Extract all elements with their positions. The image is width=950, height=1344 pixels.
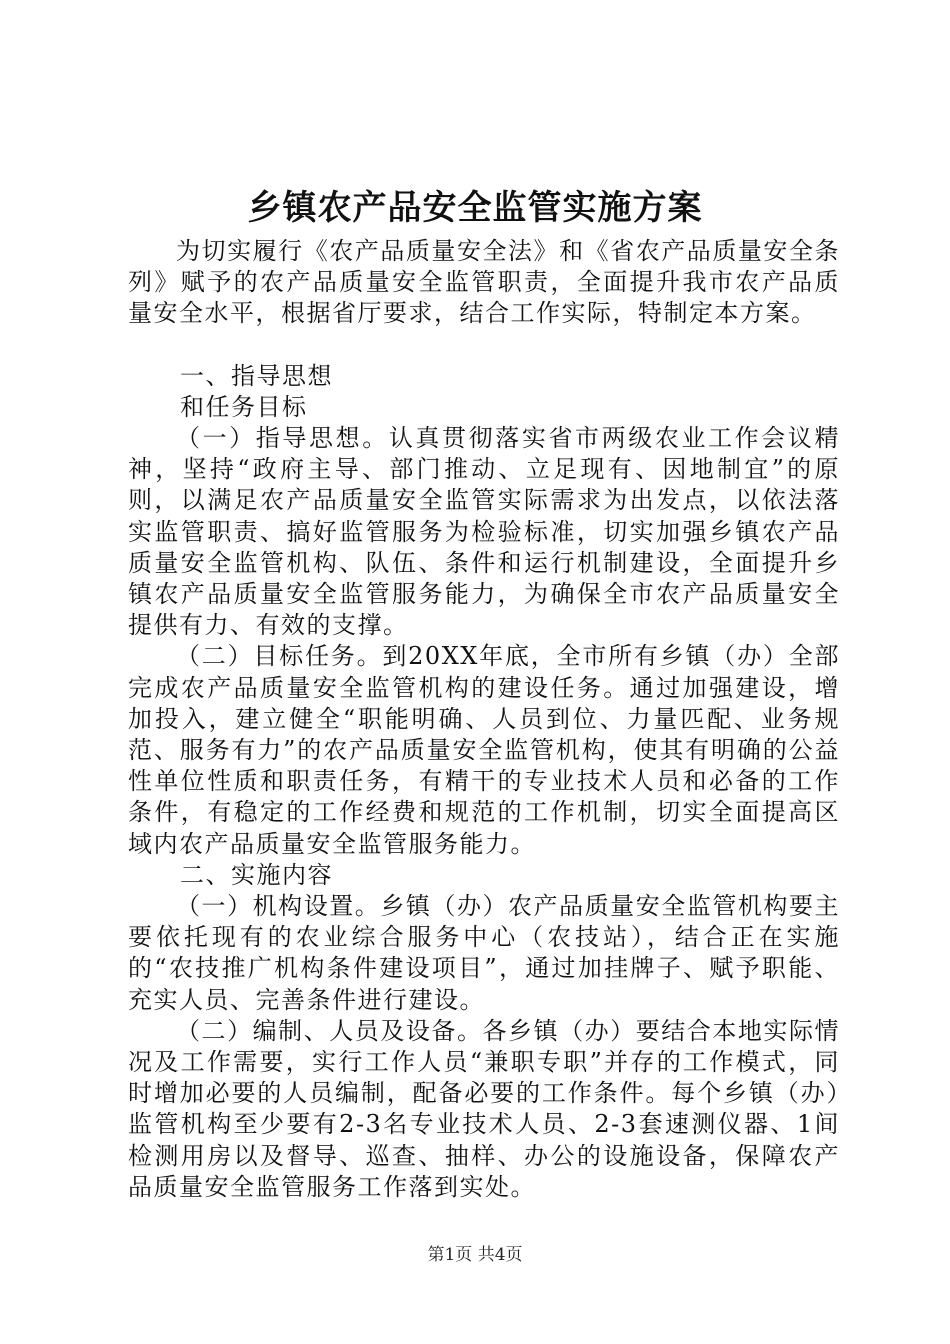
- section-1-heading: 一、指导思想: [180, 361, 333, 390]
- page-footer: 第1页 共4页: [427, 1245, 523, 1265]
- intro-paragraph: 为切实履行《农产品质量安全法》和《省农产品质量安全条列》赋予的农产品质量安全监管职责，全面提升我市农产品质量安全水平，根据省厅要求，结合工作实际，特制定本方案。: [128, 237, 840, 328]
- section-1-paragraph-2: （二）目标任务。到20XX年底，全市所有乡镇（办）全部完成农产品质量安全监管机构的建设任务。通过加强建设，增加投入，建立健全“职能明确、人员到位、力量匹配、业务规范、服务有力”的农产品质量安全监管机构，使其有明确的公益性单位性质和职责任务，有精干的专业技术人员和必备的工作条件，有稳定的工作经费和规范的工作机制，切实全面提高区域内农产品质量安全监管服务能力。: [128, 642, 840, 858]
- section-2-paragraph-1: （一）机构设置。乡镇（办）农产品质量安全监管机构要主要依托现有的农业综合服务中心（农技站），结合正在实施的“农技推广机构条件建设项目”，通过加挂牌子、赋予职能、充实人员、完善条件进行建设。: [128, 892, 840, 1014]
- section-2-paragraph-2: （二）编制、人员及设备。各乡镇（办）要结合本地实际情况及工作需要，实行工作人员“兼职专职”并存的工作模式，同时增加必要的人员编制，配备必要的工作条件。每个乡镇（办）监管机构至少要有2-3名专业技术人员、2-3套速测仪器、1间检测用房以及督导、巡查、抽样、办公的设施设备，保障农产品质量安全监管服务工作落到实处。: [128, 1016, 840, 1201]
- section-1-heading-continued: 和任务目标: [180, 392, 308, 421]
- section-1-paragraph-1: （一）指导思想。认真贯彻落实省市两级农业工作会议精神，坚持“政府主导、部门推动、立足现有、因地制宜”的原则，以满足农产品质量安全监管实际需求为出发点，以依法落实监管职责、搞好监管服务为检验标准，切实加强乡镇农产品质量安全监管机构、队伍、条件和运行机制建设，全面提升乡镇农产品质量安全监管服务能力，为确保全市农产品质量安全提供有力、有效的支撑。: [128, 424, 840, 640]
- section-2-heading: 二、实施内容: [180, 860, 333, 889]
- document-title: 乡镇农产品安全监管实施方案: [247, 188, 703, 228]
- document-body: [128, 236, 840, 1203]
